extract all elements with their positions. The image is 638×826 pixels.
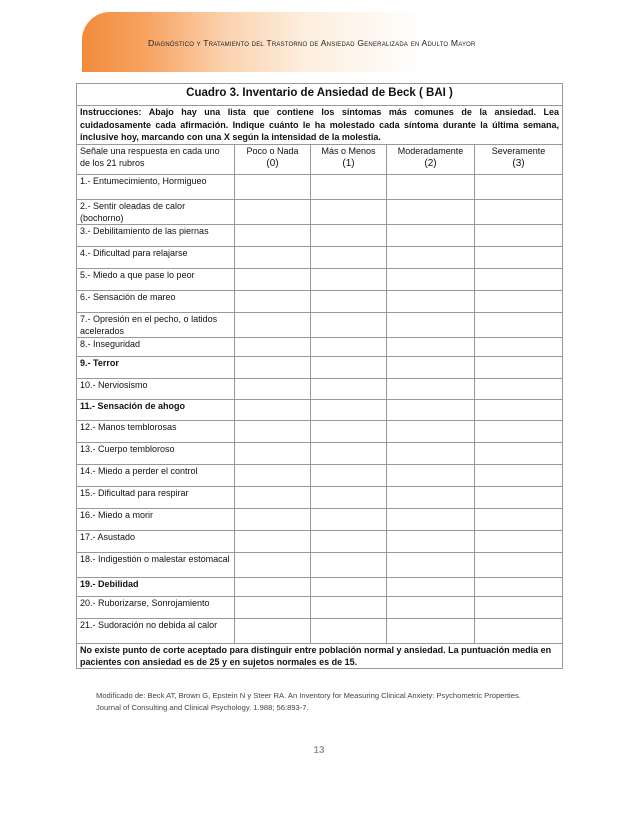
answer-cell[interactable] [475,442,563,464]
option-score: (3) [512,157,525,169]
item-label: 11.- Sensación de ahogo [77,399,235,420]
answer-cell[interactable] [387,596,475,618]
option-score: (0) [266,157,279,169]
answer-cell[interactable] [387,246,475,268]
item-label: 4.- Dificultad para relajarse [77,246,235,268]
item-label: 5.- Miedo a que pase lo peor [77,268,235,290]
answer-cell[interactable] [311,268,387,290]
answer-cell[interactable] [475,224,563,246]
table-row [77,356,563,378]
answer-cell[interactable] [475,268,563,290]
table-row [77,618,563,643]
item-label: 15.- Dificultad para respirar [77,486,235,508]
answer-cell[interactable] [311,530,387,552]
answer-cell[interactable] [235,224,311,246]
item-label: 21.- Sudoración no debida al calor [77,618,235,643]
table-row [77,290,563,312]
answer-cell[interactable] [235,174,311,199]
answer-cell[interactable] [235,378,311,399]
item-label: 20.- Ruborizarse, Sonrojamiento [77,596,235,618]
option-label: Poco o Nada [246,145,299,156]
answer-cell[interactable] [387,174,475,199]
table-row [77,552,563,577]
table-row [77,530,563,552]
answer-cell[interactable] [475,577,563,596]
item-label: 14.- Miedo a perder el control [77,464,235,486]
answer-cell[interactable] [387,442,475,464]
table-title: Cuadro 3. Inventario de Ansiedad de Beck ( BAI ) [77,84,563,106]
answer-cell[interactable] [311,618,387,643]
answer-cell[interactable] [475,174,563,199]
answer-cell[interactable] [311,224,387,246]
option-score: (1) [342,157,355,169]
answer-cell[interactable] [311,442,387,464]
answer-cell[interactable] [387,290,475,312]
item-label: 6.- Sensación de mareo [77,290,235,312]
answer-cell[interactable] [235,552,311,577]
instructions: Instrucciones: Abajo hay una lista que contiene los síntomas más comunes de la ansiedad. Lea cuidadosamente cada afirmación. Indique cuánto le ha molestado cada síntoma durante la última semana, inclusive hoy, marcando con una X según la intensidad de la molestia. [77,106,563,145]
table-row [77,596,563,618]
item-label: 8.- Inseguridad [77,337,235,356]
answer-cell[interactable] [387,268,475,290]
answer-cell[interactable] [311,337,387,356]
answer-cell[interactable] [235,596,311,618]
answer-cell[interactable] [387,552,475,577]
item-label: 10.- Nerviosismo [77,378,235,399]
item-label: 18.- Indigestión o malestar estomacal [77,552,235,577]
answer-cell[interactable] [475,290,563,312]
answer-cell[interactable] [311,577,387,596]
answer-cell[interactable] [311,596,387,618]
table-row [77,246,563,268]
answer-cell[interactable] [475,246,563,268]
answer-cell[interactable] [311,246,387,268]
item-rows [77,174,563,643]
answer-cell[interactable] [235,268,311,290]
item-label: 12.- Manos temblorosas [77,420,235,442]
answer-cell[interactable] [475,464,563,486]
item-label: 3.- Debilitamiento de las piernas [77,224,235,246]
answer-cell[interactable] [311,199,387,224]
answer-cell[interactable] [475,486,563,508]
answer-cell[interactable] [387,199,475,224]
answer-cell[interactable] [235,442,311,464]
table-row [77,312,563,337]
answer-cell[interactable] [235,508,311,530]
answer-cell[interactable] [235,290,311,312]
answer-cell[interactable] [235,618,311,643]
option-label: Más o Menos [321,145,376,156]
answer-cell[interactable] [235,246,311,268]
answer-cell[interactable] [475,199,563,224]
table-row [77,442,563,464]
answer-cell[interactable] [235,577,311,596]
table-row [77,486,563,508]
answer-cell[interactable] [475,596,563,618]
answer-cell[interactable] [475,337,563,356]
answer-cell[interactable] [311,508,387,530]
table-row [77,268,563,290]
column-header-option [387,144,475,174]
answer-cell[interactable] [235,399,311,420]
table-row [77,464,563,486]
column-header-items: Señale una respuesta en cada uno de los 21 rubros [77,144,235,174]
answer-cell[interactable] [475,508,563,530]
table-row [77,420,563,442]
item-label: 16.- Miedo a morir [77,508,235,530]
answer-cell[interactable] [235,356,311,378]
answer-cell[interactable] [235,312,311,337]
answer-cell[interactable] [387,224,475,246]
answer-cell[interactable] [311,174,387,199]
answer-cell[interactable] [387,378,475,399]
answer-cell[interactable] [311,356,387,378]
table-row [77,224,563,246]
answer-cell[interactable] [311,420,387,442]
answer-cell[interactable] [235,464,311,486]
source-citation: Modificado de: Beck AT, Brown G, Epstein N y Steer RA. An Inventory for Measuring Clinical Anxiety: Psychometric Properties. Journal of Consulting and Clinical Psychology. 1.988; 56:893-7. [96,691,521,712]
answer-cell[interactable] [387,356,475,378]
answer-cell[interactable] [475,356,563,378]
answer-cell[interactable] [311,312,387,337]
answer-cell[interactable] [387,530,475,552]
answer-cell[interactable] [311,486,387,508]
answer-cell[interactable] [475,378,563,399]
running-header: Diagnóstico y Tratamiento del Trastorno de Ansiedad Generalizada en Adulto Mayor [148,38,476,48]
answer-cell[interactable] [387,486,475,508]
answer-cell[interactable] [235,199,311,224]
item-label: 13.- Cuerpo tembloroso [77,442,235,464]
page-number: 13 [313,745,325,756]
table-row [77,199,563,224]
answer-cell[interactable] [475,530,563,552]
option-label: Moderadamente [397,145,464,156]
answer-cell[interactable] [387,464,475,486]
answer-cell[interactable] [475,552,563,577]
answer-cell[interactable] [475,618,563,643]
answer-cell[interactable] [387,508,475,530]
bai-table [76,83,563,669]
option-label: Severamente [491,145,546,156]
footer-note: No existe punto de corte aceptado para distinguir entre población normal y ansiedad. La puntuación media en pacientes con ansiedad es de 25 y en sujetos normales es de 15. [77,643,563,668]
item-label: 1.- Entumecimiento, Hormigueo [77,174,235,199]
answer-cell[interactable] [311,464,387,486]
answer-cell[interactable] [235,420,311,442]
answer-cell[interactable] [311,552,387,577]
table-row [77,378,563,399]
table-row [77,577,563,596]
item-label: 19.- Debilidad [77,577,235,596]
answer-cell[interactable] [387,577,475,596]
option-score: (2) [424,157,437,169]
table-row [77,174,563,199]
answer-cell[interactable] [387,337,475,356]
item-label: 2.- Sentir oleadas de calor (bochorno) [77,199,235,224]
item-label: 9.- Terror [77,356,235,378]
answer-cell[interactable] [235,530,311,552]
answer-cell[interactable] [387,420,475,442]
answer-cell[interactable] [387,399,475,420]
answer-cell[interactable] [235,337,311,356]
table-row [77,508,563,530]
answer-cell[interactable] [311,378,387,399]
item-label: 17.- Asustado [77,530,235,552]
answer-cell[interactable] [475,312,563,337]
answer-cell[interactable] [311,399,387,420]
answer-cell[interactable] [475,399,563,420]
answer-cell[interactable] [387,312,475,337]
column-header-option [311,144,387,174]
answer-cell[interactable] [235,486,311,508]
answer-cell[interactable] [475,420,563,442]
answer-cell[interactable] [311,290,387,312]
column-header-option [475,144,563,174]
column-header-option [235,144,311,174]
table-row [77,399,563,420]
item-label: 7.- Opresión en el pecho, o latidos acelerados [77,312,235,337]
answer-cell[interactable] [387,618,475,643]
table-row [77,337,563,356]
